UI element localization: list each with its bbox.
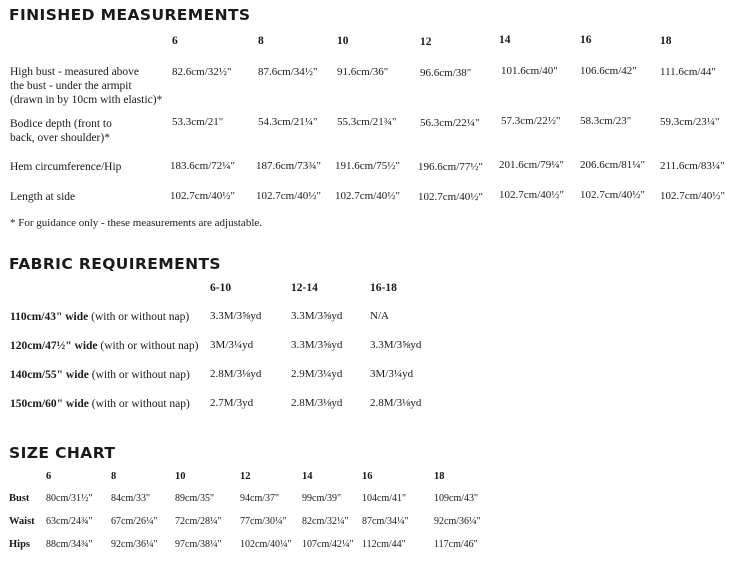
fabric-width-label (10, 368, 190, 382)
sizechart-cell: 88cm/34¾" (46, 539, 93, 550)
fabric-size-header: 6-10 (210, 282, 232, 294)
fabric-cell: 3M/3¼yd (210, 339, 254, 351)
fabric-width: 140cm/55" wide (10, 369, 89, 381)
fabric-cell: 3.3M/3⅝yd (370, 339, 422, 351)
size-header: 8 (258, 35, 264, 47)
sizechart-cell: 117cm/46" (434, 539, 478, 550)
sizechart-cell: 77cm/30¼" (240, 516, 287, 527)
size-header: 16 (580, 34, 592, 46)
sizechart-size-header: 16 (362, 471, 373, 482)
sizechart-size-header: 14 (302, 471, 313, 482)
sizechart-cell: 80cm/31½" (46, 493, 93, 504)
finished-measurements-title: FINISHED MEASUREMENTS (9, 6, 251, 24)
measurement-cell: 54.3cm/21¼" (258, 116, 318, 128)
size-chart-title: SIZE CHART (9, 444, 116, 462)
sizechart-row-label: Bust (9, 493, 30, 504)
sizechart-cell: 84cm/33" (111, 493, 151, 504)
measurement-cell: 111.6cm/44" (660, 66, 716, 78)
measurement-cell: 59.3cm/23¼" (660, 116, 720, 128)
sizechart-cell: 87cm/34¼" (362, 516, 409, 527)
fabric-width-label (10, 397, 190, 411)
measurement-cell: 102.7cm/40½" (256, 190, 321, 202)
sizechart-size-header: 6 (46, 471, 52, 482)
sizechart-cell: 107cm/42¼" (302, 539, 354, 550)
sizechart-cell: 112cm/44" (362, 539, 406, 550)
fabric-cell: N/A (370, 310, 389, 322)
sizechart-cell: 104cm/41" (362, 493, 407, 504)
sizechart-cell: 92cm/36¼" (111, 539, 158, 550)
fabric-cell: 3M/3¼yd (370, 368, 414, 380)
row-label: back, over shoulder)* (10, 132, 110, 144)
sizechart-cell: 97cm/38¼" (175, 539, 222, 550)
sizechart-size-header: 10 (175, 471, 186, 482)
fabric-cell: 3.3M/3⅝yd (291, 339, 343, 351)
measurement-cell: 57.3cm/22½" (501, 115, 561, 127)
fabric-requirements-title: FABRIC REQUIREMENTS (9, 255, 221, 273)
sizechart-cell: 72cm/28¼" (175, 516, 222, 527)
nap-note: (with or without nap) (88, 398, 190, 410)
size-header: 12 (420, 36, 432, 48)
nap-note: (with or without nap) (88, 369, 190, 381)
row-label: High bust - measured above (10, 66, 140, 78)
measurement-cell: 82.6cm/32½" (172, 66, 232, 78)
fabric-width-label (10, 310, 189, 324)
sizechart-cell: 99cm/39" (302, 493, 342, 504)
sizechart-cell: 89cm/35" (175, 493, 215, 504)
measurement-cell: 102.7cm/40½" (170, 190, 235, 202)
measurement-cell: 201.6cm/79¼" (499, 159, 564, 171)
sizechart-cell: 109cm/43" (434, 493, 479, 504)
size-header: 18 (660, 35, 672, 47)
fabric-cell: 2.8M/3⅛yd (210, 368, 262, 380)
measurement-cell: 211.6cm/83¼" (660, 160, 725, 172)
guidance-note: * For guidance only - these measurements are adjustable. (10, 217, 263, 229)
measurement-cell: 102.7cm/40½" (418, 191, 483, 203)
measurement-cell: 102.7cm/40½" (499, 189, 564, 201)
measurement-cell: 58.3cm/23" (580, 115, 632, 127)
row-label: Bodice depth (front to (10, 118, 112, 130)
measurement-cell: 53.3cm/21" (172, 116, 224, 128)
measurement-cell: 55.3cm/21¾" (337, 116, 397, 128)
nap-note: (with or without nap) (88, 311, 190, 323)
measurement-cell: 106.6cm/42" (580, 65, 637, 77)
fabric-width: 120cm/47½" wide (10, 340, 98, 352)
measurement-cell: 183.6cm/72¼" (170, 160, 235, 172)
nap-note: (with or without nap) (97, 340, 199, 352)
row-label: the bust - under the armpit (10, 80, 132, 92)
fabric-cell: 2.8M/3⅛yd (370, 397, 422, 409)
sizechart-row-label: Waist (9, 516, 35, 527)
sizechart-cell: 82cm/32¼" (302, 516, 349, 527)
sizechart-size-header: 18 (434, 471, 445, 482)
sizechart-cell: 63cm/24¾" (46, 516, 93, 527)
size-header: 14 (499, 34, 511, 46)
measurement-cell: 96.6cm/38" (420, 67, 472, 79)
fabric-cell: 2.8M/3⅛yd (291, 397, 343, 409)
fabric-cell: 3.3M/3⅝yd (210, 310, 262, 322)
row-label: Length at side (10, 191, 76, 203)
sizechart-row-label: Hips (9, 539, 31, 550)
measurement-cell: 191.6cm/75½" (335, 160, 400, 172)
sizechart-size-header: 8 (111, 471, 117, 482)
row-label: (drawn in by 10cm with elastic)* (10, 94, 163, 106)
sizechart-cell: 102cm/40¼" (240, 539, 292, 550)
fabric-cell: 2.7M/3yd (210, 397, 254, 409)
fabric-cell: 2.9M/3¼yd (291, 368, 343, 380)
measurement-cell: 102.7cm/40½" (580, 189, 645, 201)
measurement-cell: 56.3cm/22¼" (420, 117, 480, 129)
fabric-size-header: 12-14 (291, 282, 318, 294)
fabric-size-header: 16-18 (370, 282, 397, 294)
measurement-cell: 102.7cm/40½" (335, 190, 400, 202)
row-label: Hem circumference/Hip (10, 161, 122, 173)
fabric-cell: 3.3M/3⅝yd (291, 310, 343, 322)
measurement-cell: 206.6cm/81¼" (580, 159, 645, 171)
fabric-width: 110cm/43" wide (10, 311, 89, 323)
size-header: 10 (337, 35, 349, 47)
measurement-cell: 101.6cm/40" (501, 65, 558, 77)
sizechart-cell: 94cm/37" (240, 493, 280, 504)
measurement-cell: 196.6cm/77½" (418, 161, 483, 173)
measurement-cell: 187.6cm/73¾" (256, 160, 321, 172)
measurement-cell: 102.7cm/40½" (660, 190, 725, 202)
sizechart-size-header: 12 (240, 471, 251, 482)
measurement-cell: 91.6cm/36" (337, 66, 389, 78)
measurement-cell: 87.6cm/34½" (258, 66, 318, 78)
fabric-width-label (10, 339, 198, 353)
sizechart-cell: 67cm/26¼" (111, 516, 158, 527)
fabric-width: 150cm/60" wide (10, 398, 89, 410)
size-header: 6 (172, 35, 178, 47)
sizechart-cell: 92cm/36¼" (434, 516, 481, 527)
